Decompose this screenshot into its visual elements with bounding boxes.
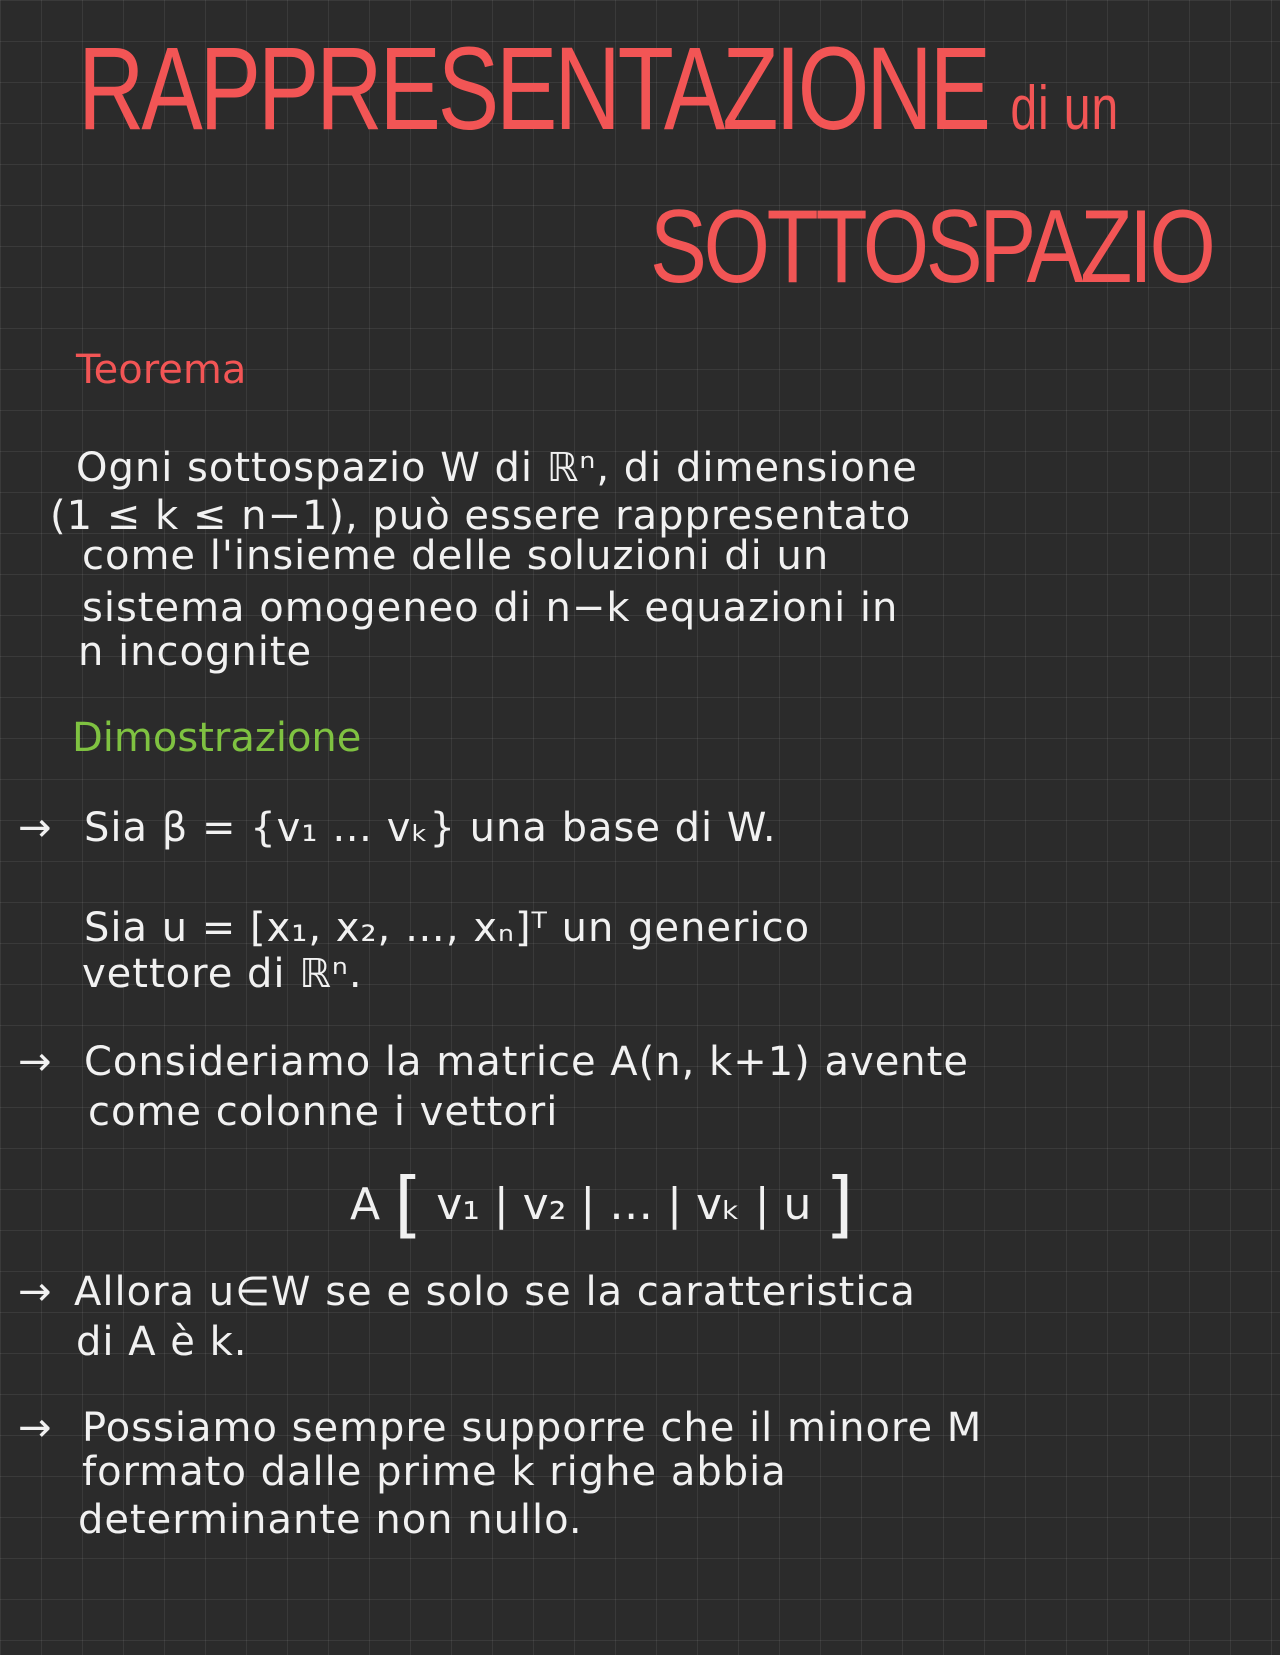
matrix-label: A xyxy=(350,1179,381,1230)
arrow-icon: → xyxy=(18,1269,52,1315)
arrow-icon: → xyxy=(18,1039,52,1085)
matrix-content: v₁ | v₂ | … | vₖ | u xyxy=(436,1179,812,1230)
theorem-line-1: Ogni sottospazio W di ℝⁿ, di dimensione xyxy=(76,445,918,491)
proof-step-2b: come colonne i vettori xyxy=(88,1089,559,1135)
proof-step-1b: Sia u = [x₁, x₂, …, xₙ]ᵀ un generico xyxy=(84,905,811,951)
proof-step-4b: formato dalle prime k righe abbia xyxy=(82,1449,787,1495)
proof-step-1c: vettore di ℝⁿ. xyxy=(82,951,363,997)
matrix-expression xyxy=(350,1162,854,1246)
arrow-icon: → xyxy=(18,805,52,851)
theorem-line-4: sistema omogeneo di n−k equazioni in xyxy=(82,585,899,631)
arrow-icon: → xyxy=(18,1405,52,1451)
theorem-heading: Teorema xyxy=(76,347,247,393)
theorem-line-2: (1 ≤ k ≤ n−1), può essere rappresentato xyxy=(50,493,912,539)
page-title xyxy=(78,23,1120,155)
theorem-line-3: come l'insieme delle soluzioni di un xyxy=(82,533,830,579)
proof-step-3a: Allora u∈W se e solo se la caratteristica xyxy=(74,1269,916,1315)
proof-step-4a: Possiamo sempre supporre che il minore M xyxy=(82,1405,983,1451)
left-bracket-icon: [ xyxy=(394,1162,423,1246)
theorem-line-5: n incognite xyxy=(78,629,313,675)
proof-step-1a: Sia β = {v₁ … vₖ} una base di W. xyxy=(84,805,777,851)
proof-step-4c: determinante non nullo. xyxy=(78,1497,583,1543)
right-bracket-icon: ] xyxy=(825,1162,854,1246)
title-line-1-suffix: di un xyxy=(1010,74,1120,143)
proof-step-3b: di A è k. xyxy=(76,1319,248,1365)
proof-step-2a: Consideriamo la matrice A(n, k+1) avente xyxy=(84,1039,969,1085)
page-subtitle: SOTTOSPAZIO xyxy=(650,189,1213,305)
proof-heading: Dimostrazione xyxy=(72,715,362,761)
title-line-1: RAPPRESENTAZIONE xyxy=(78,23,988,155)
